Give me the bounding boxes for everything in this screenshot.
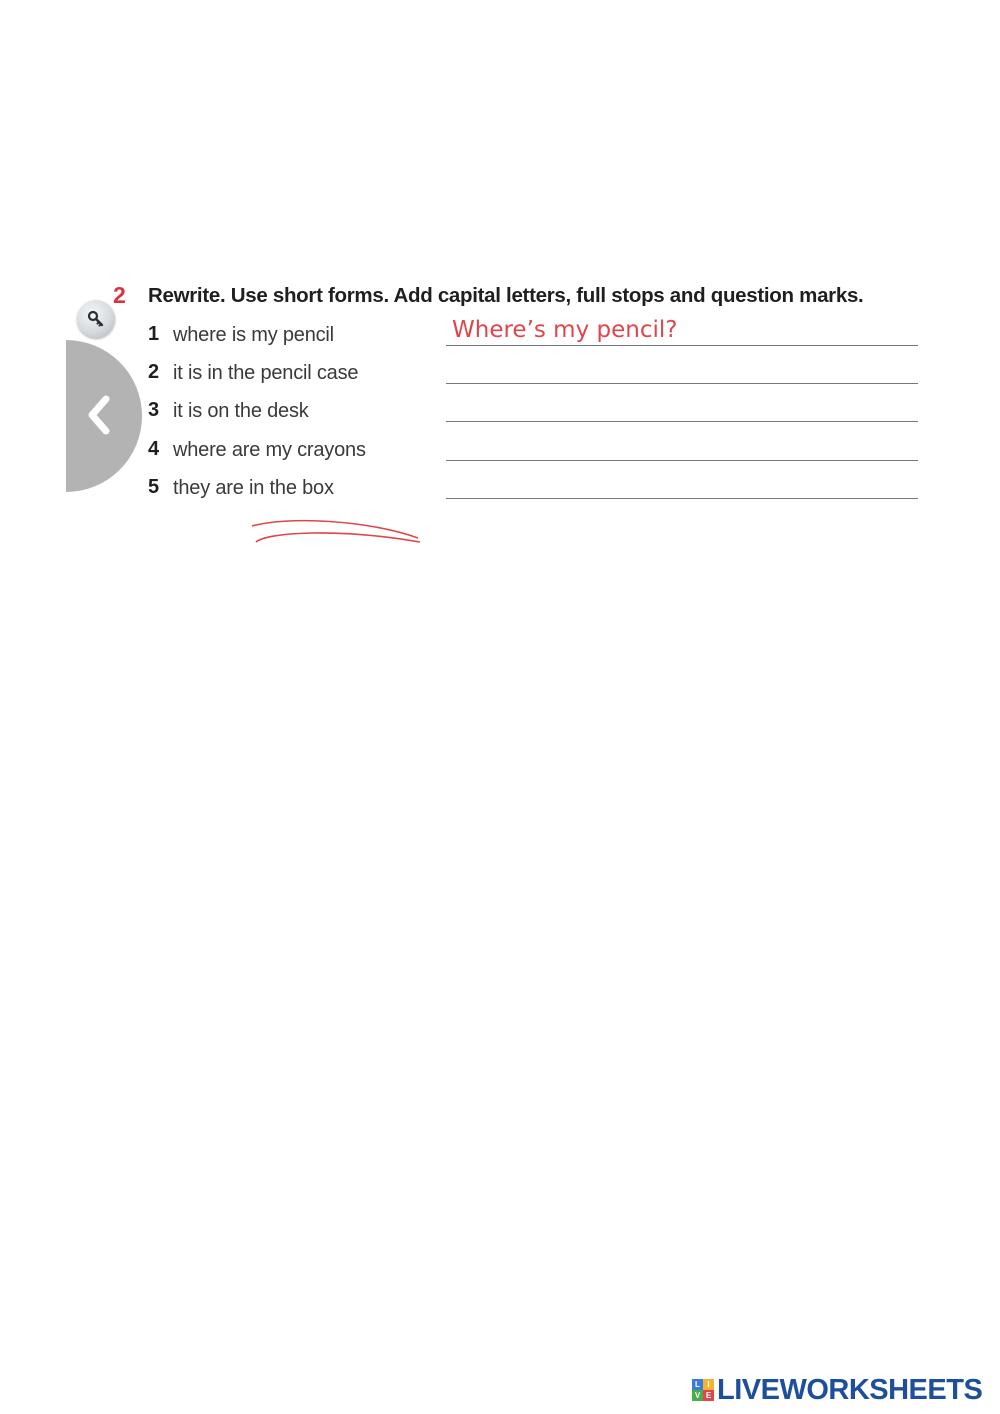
item-prompt: it is on the desk (173, 400, 309, 422)
item-number: 5 (148, 476, 160, 498)
answer-example: Where’s my pencil? (452, 317, 678, 343)
brand-name: LIVEWORKSHEETS (717, 1373, 983, 1406)
item-number: 4 (148, 438, 160, 460)
list-item (148, 361, 928, 391)
chevron-left-icon (84, 393, 114, 437)
key-icon (86, 309, 106, 329)
liveworksheets-brand (692, 1373, 983, 1406)
item-prompt: where are my crayons (173, 439, 366, 461)
list-item (148, 438, 928, 468)
red-scribble (248, 518, 428, 548)
item-number: 3 (148, 399, 160, 421)
answer-field[interactable] (446, 460, 918, 461)
item-number: 1 (148, 323, 160, 345)
item-prompt: where is my pencil (173, 324, 334, 346)
answer-field[interactable] (446, 498, 918, 499)
exercise-instruction: Rewrite. Use short forms. Add capital letters, full stops and question marks. (148, 284, 864, 307)
answer-field[interactable] (446, 421, 918, 422)
back-tab-button[interactable] (66, 340, 142, 492)
liveworksheets-logo-icon: L I V E (692, 1379, 714, 1401)
list-item (148, 399, 928, 429)
list-item (148, 476, 928, 506)
item-prompt: they are in the box (173, 477, 334, 499)
answer-field[interactable] (446, 345, 918, 346)
answer-field[interactable] (446, 383, 918, 384)
list-item (148, 317, 928, 353)
item-prompt: it is in the pencil case (173, 362, 359, 384)
key-button[interactable] (77, 300, 115, 338)
item-number: 2 (148, 361, 160, 383)
exercise-number: 2 (113, 282, 126, 308)
